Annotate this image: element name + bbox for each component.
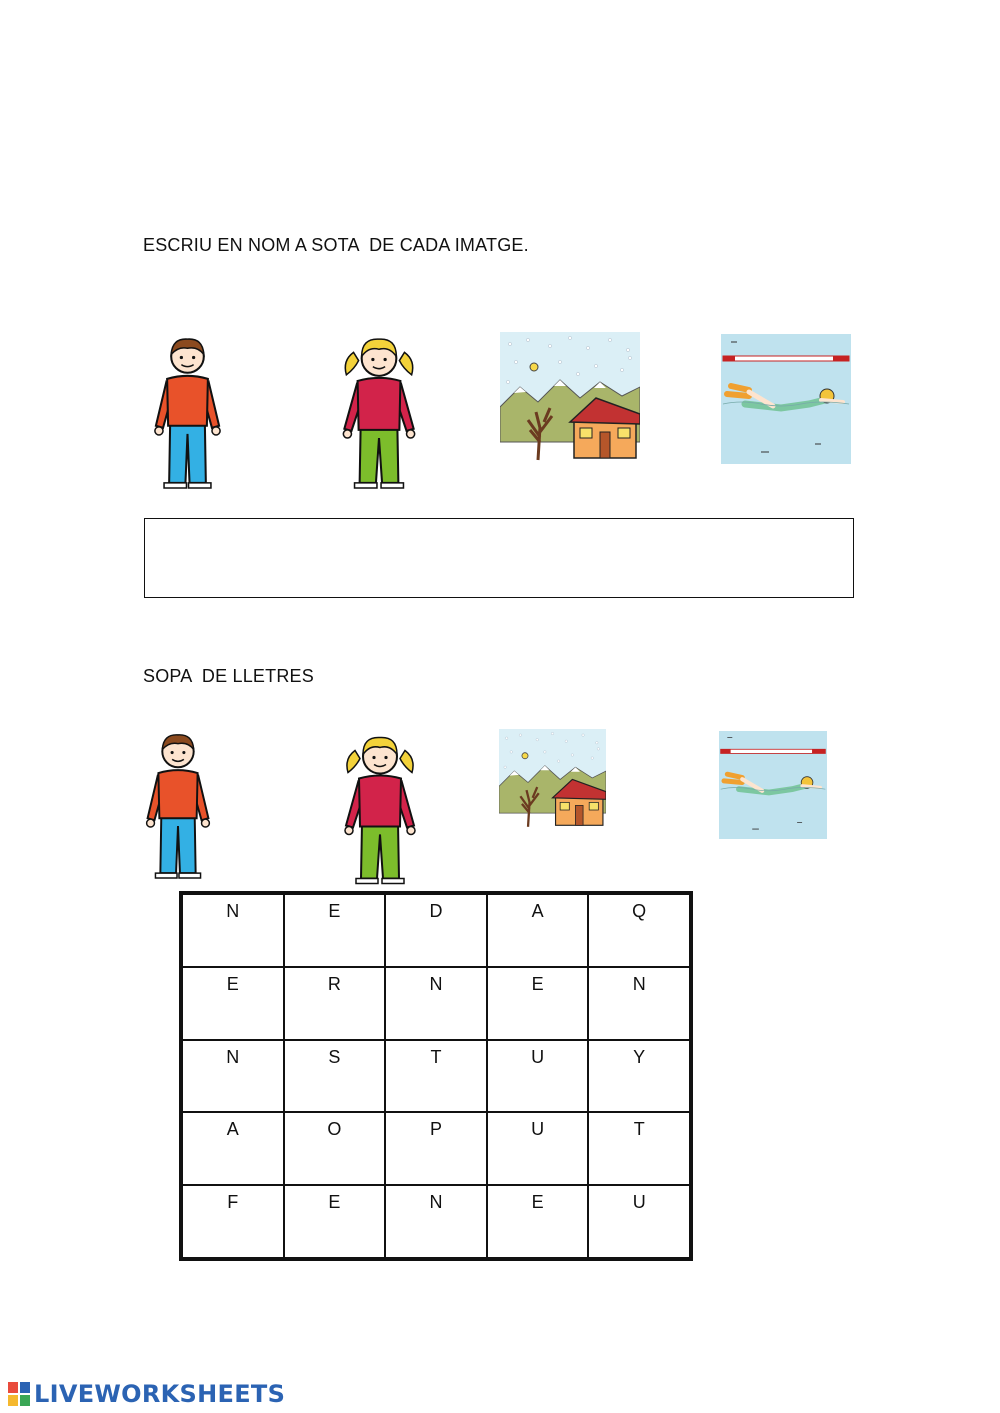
- winter-scene-picture: [499, 729, 606, 836]
- grid-cell[interactable]: E: [284, 894, 386, 967]
- grid-cell[interactable]: T: [588, 1112, 690, 1185]
- grid-cell[interactable]: U: [588, 1185, 690, 1258]
- grid-cell[interactable]: E: [182, 967, 284, 1040]
- swimmer-picture: [719, 731, 827, 839]
- grid-cell[interactable]: O: [284, 1112, 386, 1185]
- word-search-grid: [179, 891, 693, 1261]
- grid-cell[interactable]: N: [385, 1185, 487, 1258]
- winter-scene-picture: [500, 332, 640, 472]
- girl-picture: [338, 332, 420, 490]
- grid-cell[interactable]: T: [385, 1040, 487, 1113]
- answer-box[interactable]: [144, 518, 854, 598]
- grid-cell[interactable]: N: [182, 1040, 284, 1113]
- section1-instruction: ESCRIU EN NOM A SOTA DE CADA IMATGE.: [143, 235, 529, 255]
- grid-cell[interactable]: U: [487, 1112, 589, 1185]
- section2-title: SOPA DE LLETRES: [143, 666, 314, 686]
- grid-cell[interactable]: D: [385, 894, 487, 967]
- grid-cell[interactable]: N: [385, 967, 487, 1040]
- grid-cell[interactable]: E: [284, 1185, 386, 1258]
- grid-cell[interactable]: A: [182, 1112, 284, 1185]
- grid-cell[interactable]: E: [487, 1185, 589, 1258]
- grid-cell[interactable]: F: [182, 1185, 284, 1258]
- swimmer-picture: [721, 334, 851, 464]
- boy-picture: [150, 332, 225, 490]
- grid-cell[interactable]: S: [284, 1040, 386, 1113]
- grid-cell[interactable]: U: [487, 1040, 589, 1113]
- girl-picture: [340, 730, 420, 886]
- logo-text: LIVEWORKSHEETS: [34, 1380, 286, 1408]
- grid-cell[interactable]: Y: [588, 1040, 690, 1113]
- grid-cell[interactable]: Q: [588, 894, 690, 967]
- grid-cell[interactable]: R: [284, 967, 386, 1040]
- grid-cell[interactable]: A: [487, 894, 589, 967]
- liveworksheets-logo[interactable]: [8, 1380, 285, 1408]
- grid-cell[interactable]: N: [182, 894, 284, 967]
- grid-cell[interactable]: N: [588, 967, 690, 1040]
- grid-cell[interactable]: P: [385, 1112, 487, 1185]
- grid-cell[interactable]: E: [487, 967, 589, 1040]
- logo-icon: [8, 1382, 30, 1406]
- boy-picture: [142, 728, 214, 880]
